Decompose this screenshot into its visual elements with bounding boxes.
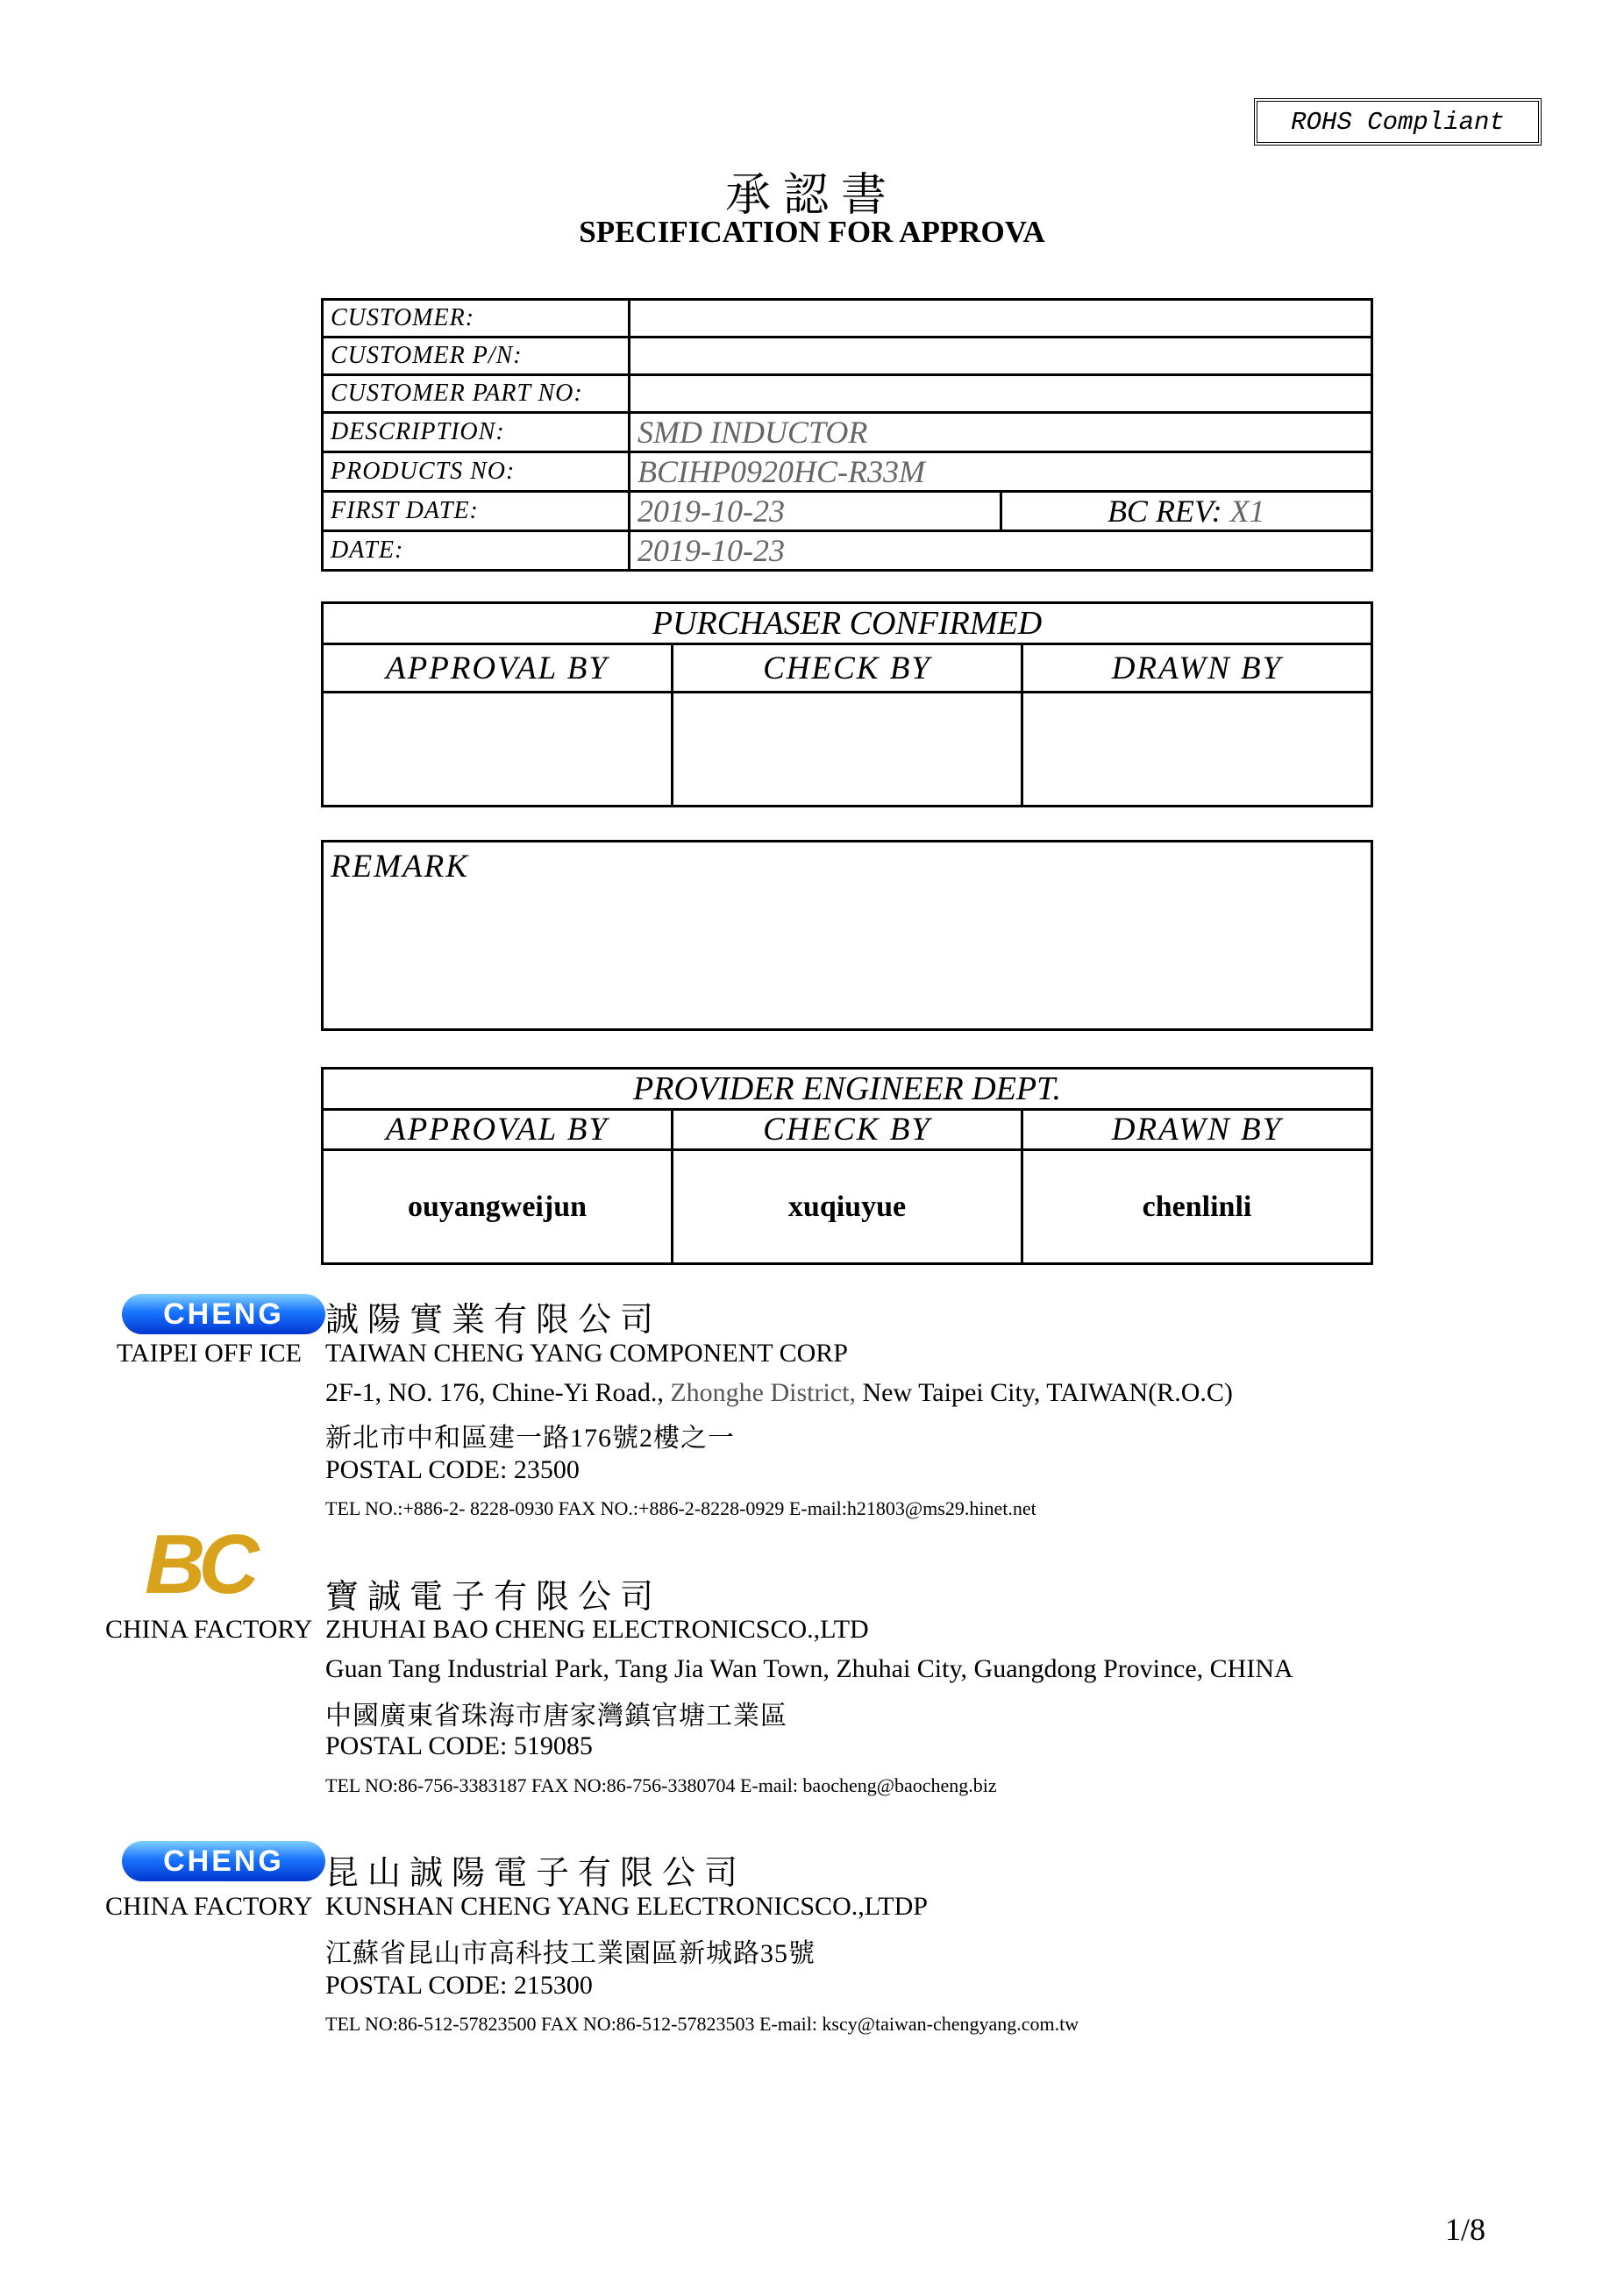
products-no-value: BCIHP0920HC-R33M (630, 452, 1372, 492)
purchaser-drawn-label: DRAWN BY (1022, 644, 1372, 693)
table-row (323, 693, 1372, 807)
purchaser-check-label: CHECK BY (673, 644, 1022, 693)
table-row (323, 300, 1372, 338)
purchaser-confirmed-table (321, 601, 1373, 807)
remark-box (321, 840, 1373, 1031)
kunshan-address-cn: 江蘇省昆山市高科技工業園區新城路35號 (325, 1939, 816, 1968)
kunshan-factory-label: CHINA FACTORY (105, 1892, 313, 1921)
provider-header: PROVIDER ENGINEER DEPT. (323, 1069, 1372, 1110)
taipei-company-name-en: TAIWAN CHENG YANG COMPONENT CORP (325, 1339, 848, 1368)
customer-label: CUSTOMER: (323, 300, 630, 338)
taipei-company-name-cn: 誠陽實業有限公司 (325, 1302, 663, 1339)
purchaser-approval-signature (323, 693, 673, 807)
taipei-address-city: New Taipei City, TAIWAN(R.O.C) (862, 1378, 1233, 1407)
description-label: DESCRIPTION: (323, 413, 630, 452)
table-row (323, 338, 1372, 375)
provider-approval-label: APPROVAL BY (323, 1110, 673, 1150)
provider-drawn-name: chenlinli (1022, 1150, 1372, 1264)
products-no-label: PRODUCTS NO: (323, 452, 630, 492)
customer-pn-value (630, 338, 1372, 375)
customer-value (630, 300, 1372, 338)
provider-engineer-table (321, 1067, 1373, 1265)
taipei-postal-code: POSTAL CODE: 23500 (325, 1455, 580, 1484)
taipei-address-district: Zhonghe District, (670, 1378, 856, 1407)
table-row (323, 375, 1372, 413)
page-title: SPECIFICATION FOR APPROVA (579, 215, 1045, 249)
title-chinese: 承認書 (724, 171, 899, 221)
purchaser-approval-label: APPROVAL BY (323, 644, 673, 693)
zhuhai-address-cn: 中國廣東省珠海市唐家灣鎮官塘工業區 (325, 1702, 787, 1731)
provider-check-label: CHECK BY (673, 1110, 1022, 1150)
zhuhai-address: Guan Tang Industrial Park, Tang Jia Wan Town, Zhuhai City, Guangdong Province, CHINA (325, 1654, 1293, 1683)
table-row (323, 413, 1372, 452)
provider-check-name: xuqiuyue (673, 1150, 1022, 1264)
kunshan-company-name-en: KUNSHAN CHENG YANG ELECTRONICSCO.,LTDP (325, 1892, 928, 1921)
first-date-value: 2019-10-23 (630, 492, 1001, 531)
taipei-address (325, 1378, 1233, 1408)
rohs-compliant-badge: ROHS Compliant (1254, 98, 1542, 146)
bc-rev-label: BC REV: (1107, 494, 1222, 529)
table-row (323, 1110, 1372, 1150)
date-label: DATE: (323, 531, 630, 571)
remark-label: REMARK (331, 849, 469, 885)
provider-approval-name: ouyangweijun (323, 1150, 673, 1264)
table-row (323, 531, 1372, 571)
customer-part-value (630, 375, 1372, 413)
bc-rev-value: X1 (1229, 494, 1265, 529)
table-row (323, 1150, 1372, 1264)
taipei-contact: TEL NO.:+886-2- 8228-0930 FAX NO.:+886-2-8228-0929 E-mail:h21803@ms29.hinet.net (325, 1497, 1036, 1519)
taipei-address-street: 2F-1, NO. 176, Chine-Yi Road., (325, 1378, 664, 1407)
purchaser-drawn-signature (1022, 693, 1372, 807)
description-value: SMD INDUCTOR (630, 413, 1372, 452)
customer-pn-label: CUSTOMER P/N: (323, 338, 630, 375)
zhuhai-company-name-en: ZHUHAI BAO CHENG ELECTRONICSCO.,LTD (325, 1615, 869, 1644)
taipei-office-label: TAIPEI OFF ICE (117, 1339, 302, 1368)
table-row (323, 1069, 1372, 1110)
table-row (323, 492, 1372, 531)
kunshan-contact: TEL NO:86-512-57823500 FAX NO:86-512-57823503 E-mail: kscy@taiwan-chengyang.com.tw (325, 2013, 1079, 2035)
taipei-address-cn: 新北市中和區建一路176號2樓之一 (325, 1424, 735, 1453)
bc-rev-cell (1001, 492, 1372, 531)
date-value: 2019-10-23 (630, 531, 1372, 571)
cheng-logo: CHENG (122, 1841, 325, 1881)
zhuhai-postal-code: POSTAL CODE: 519085 (325, 1731, 593, 1760)
purchaser-check-signature (673, 693, 1022, 807)
table-row (323, 452, 1372, 492)
cheng-logo: CHENG (122, 1294, 325, 1334)
purchaser-header: PURCHASER CONFIRMED (323, 603, 1372, 644)
page-number: 1/8 (1444, 2212, 1485, 2247)
zhuhai-factory-label: CHINA FACTORY (105, 1615, 313, 1644)
zhuhai-company-name-cn: 寶誠電子有限公司 (325, 1579, 663, 1616)
bc-logo: BC (145, 1518, 253, 1611)
kunshan-company-name-cn: 昆山誠陽電子有限公司 (325, 1855, 747, 1892)
table-row (323, 603, 1372, 644)
provider-drawn-label: DRAWN BY (1022, 1110, 1372, 1150)
first-date-label: FIRST DATE: (323, 492, 630, 531)
table-row (323, 644, 1372, 693)
product-info-table (321, 298, 1373, 572)
zhuhai-contact: TEL NO:86-756-3383187 FAX NO:86-756-3380704 E-mail: baocheng@baocheng.biz (325, 1774, 997, 1796)
kunshan-postal-code: POSTAL CODE: 215300 (325, 1971, 593, 2000)
customer-part-label: CUSTOMER PART NO: (323, 375, 630, 413)
